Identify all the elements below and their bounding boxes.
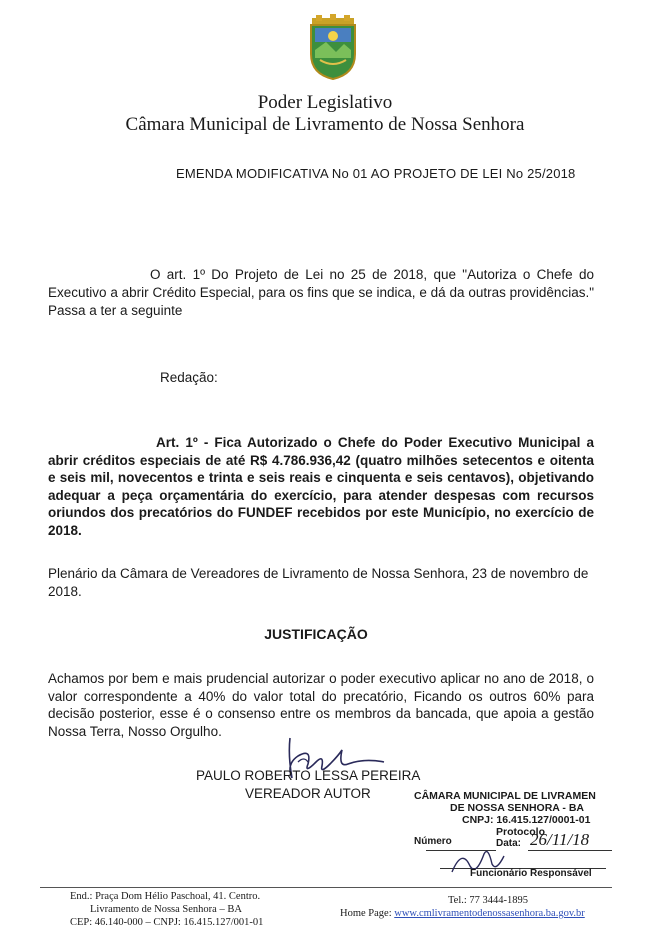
justification-title: JUSTIFICAÇÃO (264, 626, 368, 642)
footer-homepage-link[interactable]: www.cmlivramentodenossasenhora.ba.gov.br (394, 908, 585, 919)
stamp-institution-line1: CÂMARA MUNICIPAL DE LIVRAMEN (414, 790, 596, 802)
header-chamber-name: Câmara Municipal de Livramento de Nossa Senhora (125, 114, 525, 135)
footer-homepage-label: Home Page: (340, 908, 392, 919)
municipal-crest-icon (306, 14, 360, 80)
footer-cep-cnpj: CEP: 46.140-000 – CNPJ: 16.415.127/001-01 (70, 917, 264, 928)
stamp-responsible-label: Funcionário Responsável (470, 868, 592, 879)
signatory-role: VEREADOR AUTOR (245, 786, 371, 801)
article-1-text: Art. 1º - Fica Autorizado o Chefe do Poder Executivo Municipal a abrir créditos especiais de até R$ 4.786.936,42 (quatro milhões setecentos e oitenta e seis mil, novecentos e trinta e seis reais e cinquenta e seis centavos), objetivando adequar a peça orçamentária do exercício, para atender despesas com recursos oriundos dos precatórios do FUNDEF recebidos por este Município, no exercício de 2018. (48, 435, 594, 538)
redacao-label: Redação: (160, 370, 218, 385)
stamp-data-label: Data: (496, 838, 522, 849)
justification-text: Achamos por bem e mais prudencial autorizar o poder executivo aplicar no ano de 2018, o valor correspondente a 40% do valor total do precatório, Ficando os outros 60% para decisão posterior, esse é o consenso entre os membros da bancada, que apoia a gestão Nossa Terra, Nosso Orgulho. (48, 671, 594, 739)
footer-homepage (340, 908, 585, 919)
footer-telephone: Tel.: 77 3444-1895 (448, 895, 529, 906)
stamp-protocolo-label: Protocolo (496, 826, 545, 838)
signatory-name: PAULO ROBERTO LESSA PEREIRA (196, 768, 421, 783)
footer-divider (40, 887, 612, 888)
footer-address-line1: End.: Praça Dom Hélio Paschoal, 41. Centro. (70, 891, 261, 902)
plenario-date-line: Plenário da Câmara de Vereadores de Livramento de Nossa Senhora, 23 de novembro de 2018. (48, 566, 589, 599)
stamp-institution-line2: DE NOSSA SENHORA - BA (450, 802, 584, 814)
header-legislative-power: Poder Legislativo (257, 92, 393, 113)
stamp-handwritten-date: 26/11/18 (530, 830, 590, 849)
amendment-title: EMENDA MODIFICATIVA No 01 AO PROJETO DE LEI No 25/2018 (176, 166, 576, 181)
footer-address-line2: Livramento de Nossa Senhora – BA (90, 904, 242, 915)
intro-paragraph: O art. 1º Do Projeto de Lei no 25 de 2018, que "Autoriza o Chefe do Executivo a abrir Crédito Especial, para os fins que se indica, e dá da outras providências." Passa a ter a seguinte (48, 267, 594, 318)
stamp-data-line (528, 850, 612, 851)
stamp-numero-label: Número (414, 836, 452, 847)
stamp-cnpj: CNPJ: 16.415.127/0001-01 (462, 814, 591, 826)
